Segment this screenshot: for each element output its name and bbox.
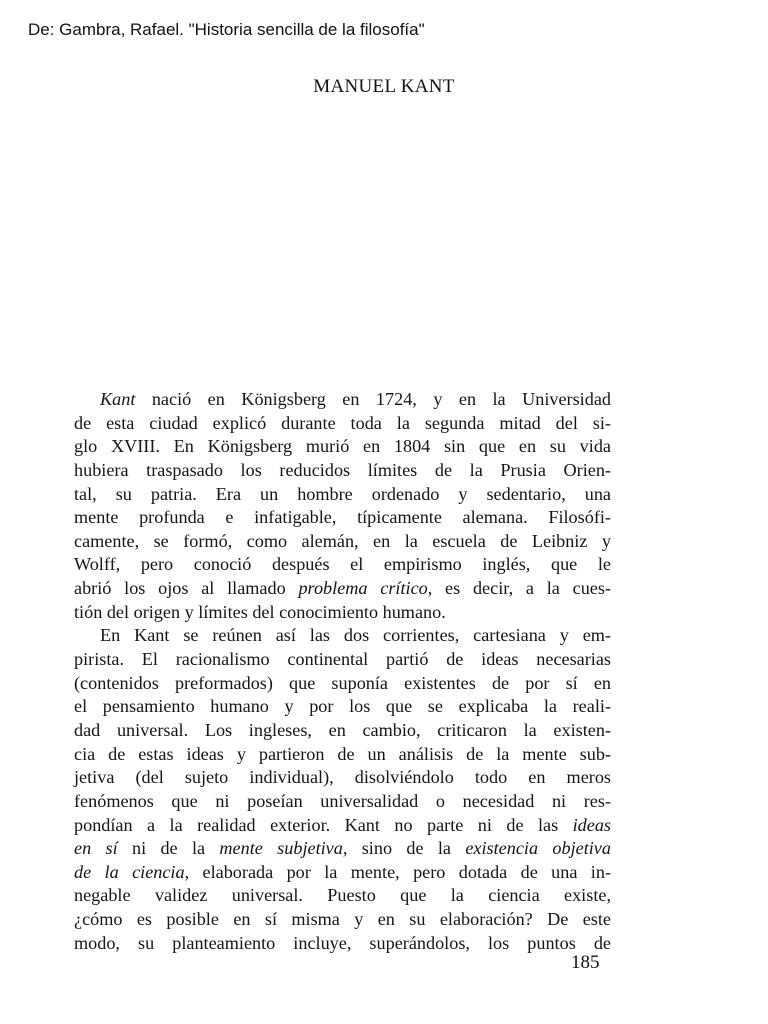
text-line: mente profunda e infatigable, típicamente alemana. Filosófi- [74, 507, 611, 528]
text-line: negable validez universal. Puesto que la ciencia existe, [74, 885, 611, 906]
text-line: ¿cómo es posible en sí misma y en su elaboración? De este [74, 909, 611, 930]
text-line: abrió los ojos al llamado problema crítico, es decir, a la cues- [74, 578, 611, 599]
text-line: jetiva (del sujeto individual), disolviéndolo todo en meros [74, 767, 611, 788]
text-line: dad universal. Los ingleses, en cambio, criticaron la existen- [74, 719, 611, 740]
italic-term: ideas [572, 814, 611, 835]
text-line: glo XVIII. En Königsberg murió en 1804 sin que en su vida [74, 436, 611, 457]
text-line: camente, se formó, como alemán, en la escuela de Leibniz y [74, 530, 611, 551]
text-line: pondían a la realidad exterior. Kant no parte ni de las ideas [74, 814, 611, 835]
chapter-title: MANUEL KANT [313, 76, 455, 97]
text-line: hubiera traspasado los reducidos límites de la Prusia Orien- [74, 459, 611, 480]
text-line: Kant nació en Königsberg en 1724, y en la Universidad [100, 389, 611, 409]
text-line: tal, su patria. Era un hombre ordenado y sedentario, una [74, 483, 611, 504]
text-line: cia de estas ideas y partieron de un análisis de la mente sub- [74, 743, 611, 764]
italic-term: problema crítico, [298, 578, 433, 599]
text-line: pirista. El racionalismo continental partió de ideas necesarias [74, 649, 611, 670]
text-line: en sí ni de la mente subjetiva, sino de la existencia objetiva [74, 838, 611, 859]
text-line: el pensamiento humano y por los que se explicaba la reali- [74, 696, 611, 717]
text-line: En Kant se reúnen así las dos corrientes, cartesiana y em- [100, 625, 611, 646]
text-line: de la ciencia, elaborada por la mente, pero dotada de una in- [74, 861, 612, 882]
text-line: tión del origen y límites del conocimiento humano. [74, 601, 446, 622]
text-line: (contenidos preformados) que suponía existentes de por sí en [74, 672, 611, 693]
italic-term: de la ciencia, [74, 861, 190, 882]
text-line: de esta ciudad explicó durante toda la segunda mitad del si- [74, 412, 611, 433]
text-line: Wolff, pero conoció después el empirismo inglés, que le [74, 554, 611, 575]
italic-term: existencia objetiva [465, 838, 611, 859]
body-text [74, 388, 611, 955]
source-note: De: Gambra, Rafael. "Historia sencilla de la filosofía" [28, 20, 425, 39]
italic-term: en sí [74, 838, 118, 859]
page-number: 185 [571, 952, 600, 973]
italic-term: mente subjetiva, [219, 838, 348, 859]
text-line: modo, su planteamiento incluye, superándolos, los puntos de [74, 932, 611, 953]
italic-term: Kant [100, 389, 136, 409]
text-line: fenómenos que ni poseían universalidad o necesidad ni res- [74, 790, 611, 811]
